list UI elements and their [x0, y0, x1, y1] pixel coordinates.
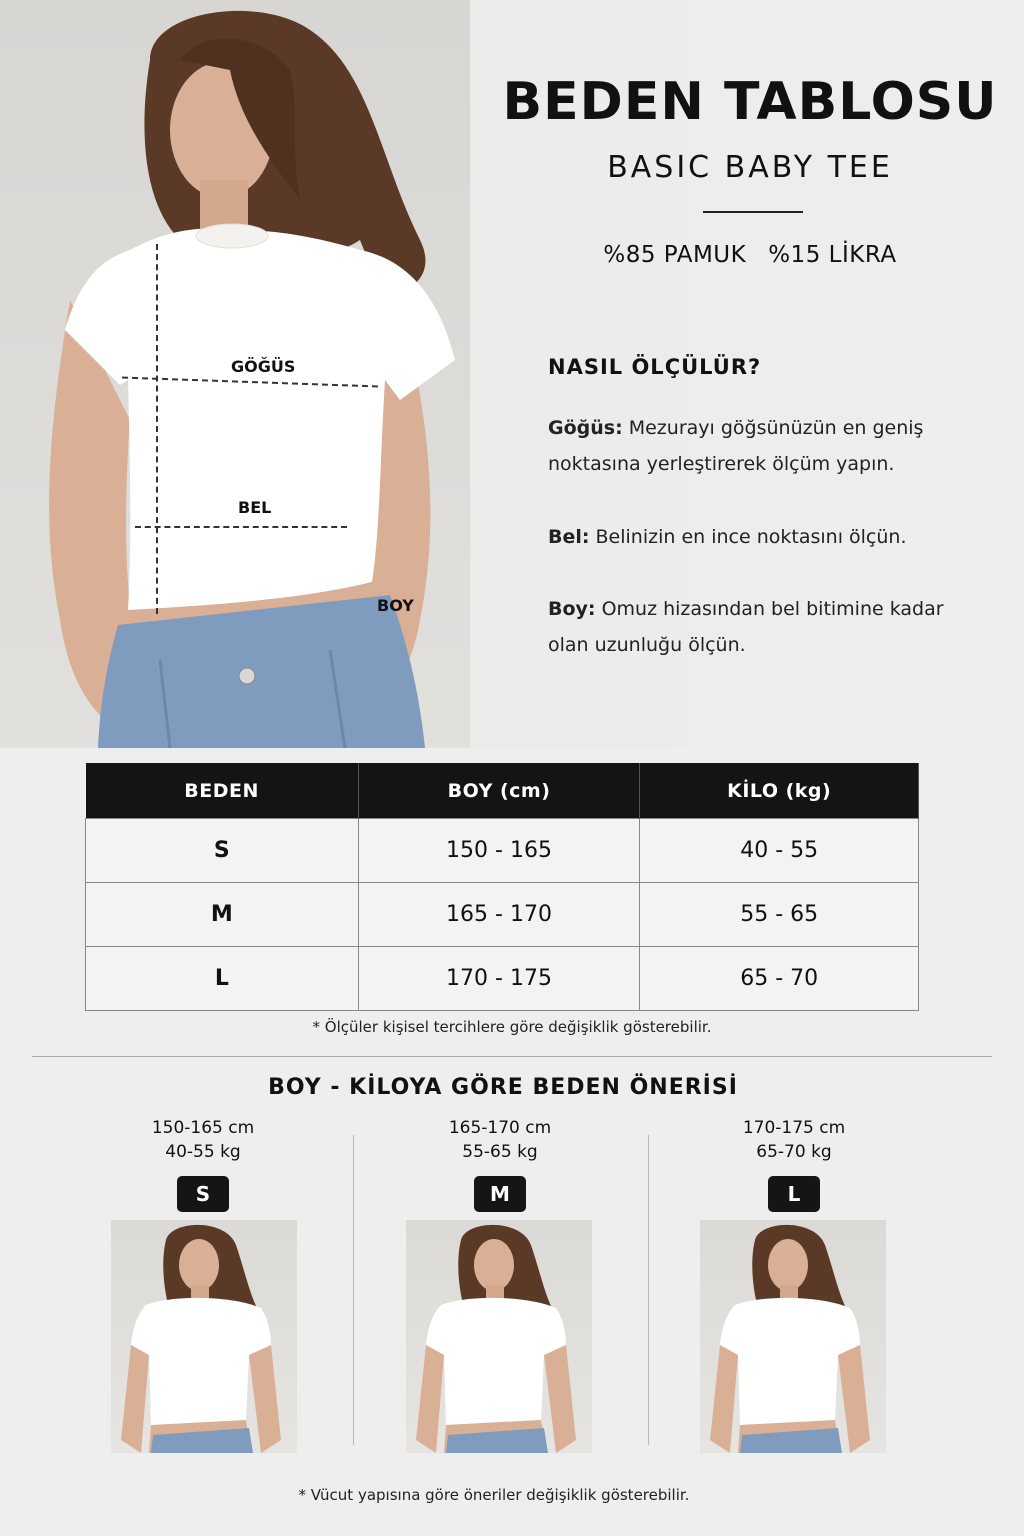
column-separator — [353, 1135, 354, 1445]
model-thumbnail-illustration — [406, 1220, 592, 1453]
weight-cell: 40 - 55 — [640, 819, 919, 883]
length-label: BOY — [377, 596, 414, 615]
weight-range: 55-65 kg — [462, 1142, 538, 1162]
recommendation-column-m — [405, 1116, 595, 1212]
size-cell: M — [86, 883, 359, 947]
chest-label: GÖĞÜS — [231, 357, 296, 376]
column-header-weight: KİLO (kg) — [640, 763, 919, 819]
weight-range: 40-55 kg — [165, 1142, 241, 1162]
recommendation-column-l — [699, 1116, 889, 1212]
size-badge: M — [474, 1176, 526, 1212]
instruction-term: Göğüs: — [548, 417, 623, 439]
height-range: 150-165 cm — [151, 1118, 255, 1138]
product-name: BASIC BABY TEE — [607, 150, 893, 185]
height-range: 165-170 cm — [448, 1118, 552, 1138]
instruction-text: Omuz hizasından bel bitimine kadar olan uzunluğu ölçün. — [548, 598, 944, 656]
table-row — [86, 883, 919, 947]
model-thumbnail-m — [406, 1220, 592, 1453]
table-header-row — [86, 763, 919, 819]
recommendation-heading: BOY - KİLOYA GÖRE BEDEN ÖNERİSİ — [268, 1075, 738, 1100]
size-badge: S — [177, 1176, 229, 1212]
size-badge: L — [768, 1176, 820, 1212]
instruction-chest — [548, 410, 968, 482]
height-range: 170-175 cm — [742, 1118, 846, 1138]
recommendation-column-s — [108, 1116, 298, 1212]
instruction-text: Belinizin en ince noktasını ölçün. — [589, 526, 907, 548]
waist-label: BEL — [238, 498, 272, 517]
model-thumbnail-l — [700, 1220, 886, 1453]
model-thumbnail-s — [111, 1220, 297, 1453]
length-measure-line — [156, 244, 158, 614]
size-cell: S — [86, 819, 359, 883]
measurement-disclaimer: * Ölçüler kişisel tercihlere göre değişiklik gösterebilir. — [312, 1018, 712, 1036]
waist-measure-line — [135, 526, 347, 528]
weight-range: 65-70 kg — [756, 1142, 832, 1162]
table-row — [86, 819, 919, 883]
weight-cell: 55 - 65 — [640, 883, 919, 947]
how-to-measure-heading: NASIL ÖLÇÜLÜR? — [548, 355, 762, 379]
instruction-text: Mezurayı göğsünüzün en geniş noktasına yerleştirerek ölçüm yapın. — [548, 417, 924, 475]
column-header-height: BOY (cm) — [358, 763, 640, 819]
model-thumbnail-illustration — [700, 1220, 886, 1453]
title-divider — [703, 211, 803, 213]
instruction-length — [548, 591, 968, 663]
hero-section — [0, 0, 1024, 748]
recommendation-disclaimer: * Vücut yapısına göre öneriler değişiklik gösterebilir. — [298, 1486, 690, 1504]
instruction-term: Bel: — [548, 526, 590, 548]
fabric-cotton: %85 PAMUK — [603, 242, 747, 268]
column-header-size: BEDEN — [86, 763, 359, 819]
table-row — [86, 947, 919, 1011]
column-separator — [648, 1135, 649, 1445]
weight-cell: 65 - 70 — [640, 947, 919, 1011]
size-cell: L — [86, 947, 359, 1011]
height-cell: 170 - 175 — [358, 947, 640, 1011]
height-cell: 150 - 165 — [358, 819, 640, 883]
fabric-composition — [500, 242, 1000, 268]
size-table — [85, 763, 919, 1011]
instruction-waist — [548, 519, 968, 555]
fabric-lycra: %15 LİKRA — [768, 242, 897, 268]
height-cell: 165 - 170 — [358, 883, 640, 947]
model-thumbnail-illustration — [111, 1220, 297, 1453]
page-title: BEDEN TABLOSU — [502, 72, 998, 132]
section-divider — [32, 1056, 992, 1057]
instruction-term: Boy: — [548, 598, 596, 620]
